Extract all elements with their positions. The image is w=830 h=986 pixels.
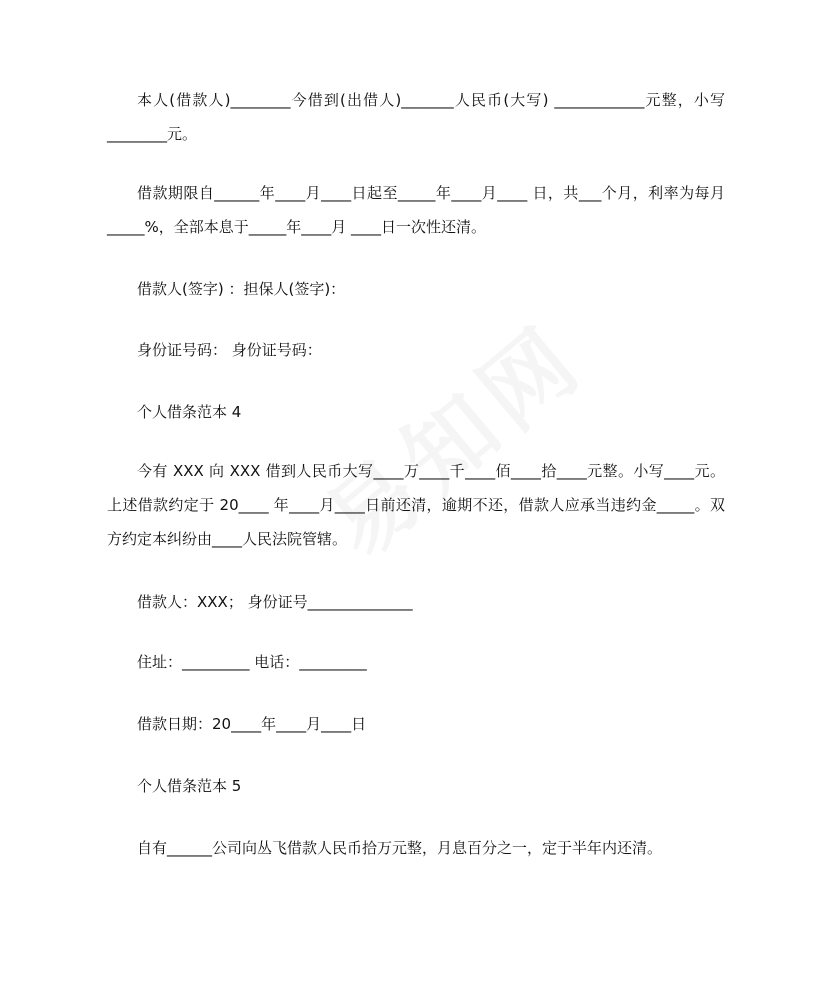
id-number-line: 身份证号码： 身份证号码： (137, 341, 322, 359)
borrower-line: 借款人：XXX； 身份证号______________ (137, 593, 413, 611)
loan-term-paragraph: 借款期限自______年____月____日起至_____年____月____ 日，共___个月，利率为每月_____%，全部本息于_____年____月 ____日一次性还清。 (107, 184, 725, 236)
loan-date-line: 借款日期：20____年____月____日 (137, 715, 367, 733)
address-phone-line: 住址：_________ 电话：_________ (137, 653, 367, 671)
template-4-paragraph: 今有 XXX 向 XXX 借到人民币大写____万____千____佰____拾____元整。小写____元。上述借款约定于 20____ 年____月____日前还清，逾期不还，借款人应承当违约金_____。双方约定本纠纷由____人民法院管辖。 (107, 462, 725, 548)
section-heading-5: 个人借条范本 5 (137, 777, 242, 795)
signature-line: 借款人(签字) ：担保人(签字)： (137, 280, 346, 298)
template-5-paragraph: 自有______公司向丛飞借款人民币拾万元整，月息百分之一，定于半年内还清。 (137, 839, 663, 857)
section-heading-4: 个人借条范本 4 (137, 403, 242, 421)
loan-paragraph: 本人(借款人)________今借到(出借人)_______人民币(大写) ____________元整，小写________元。 (107, 91, 725, 143)
